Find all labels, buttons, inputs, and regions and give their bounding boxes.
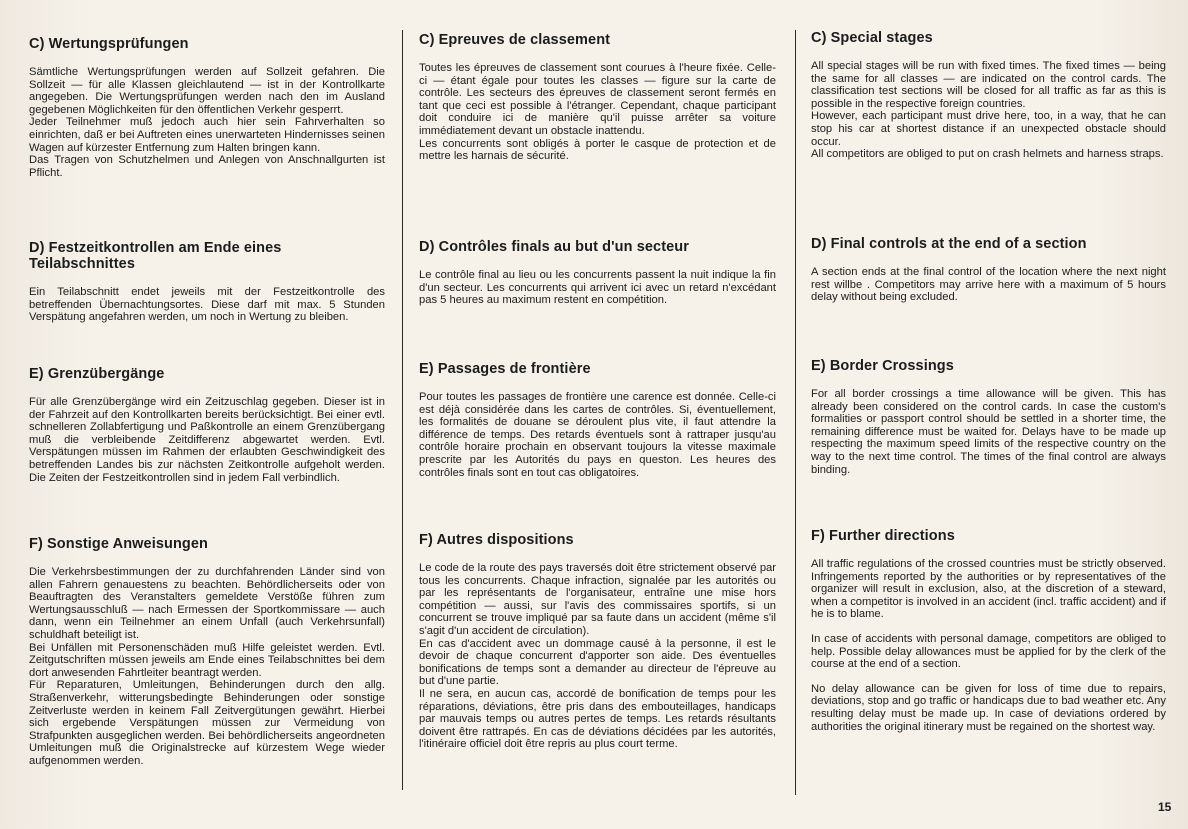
- paragraph: A section ends at the final control of the location where the next night rest willbe . Competitors may arrive here with a maximum of 5 hours delay without being excluded.: [811, 266, 1166, 304]
- section-d-de: [29, 240, 385, 324]
- section-heading: F) Autres dispositions: [419, 532, 574, 548]
- page-number: 15: [1158, 800, 1172, 814]
- section-heading: E) Passages de frontière: [419, 361, 591, 377]
- paragraph: Das Tragen von Schutzhelmen und Anlegen von Anschnallgurten ist Pflicht.: [29, 154, 385, 179]
- section-c-fr: [419, 32, 776, 163]
- paragraph: Pour toutes les passages de frontière une carence est donnée. Celle-ci est déjà considérée dans les cartes de contrôles. Si, éventuellement, les formalités de douane se déroulent plus vite, il faut attendre la différence de temps. Des retards éventuels sont à rattraper jusqu'au contrôle horaire prochain en observant toujours la vitesse maximale prescrite par les Autorités du pays en queston. Les heures des contrôles finals sont en tout cas obligatoires.: [419, 391, 776, 479]
- paragraph: For all border crossings a time allowance will be given. This has already been considered on the control cards. In case the custom's formalities or passport control should be settled in a shorter time, the remaining difference must be waited for. Delays have to be made up respecting the maximum speed limits of the respective country on the way to the next time control. The times of the final control are always binding.: [811, 388, 1166, 476]
- section-d-en: [811, 236, 1166, 304]
- section-heading: F) Further directions: [811, 528, 955, 544]
- paragraph: Für Reparaturen, Umleitungen, Behinderungen durch den allg. Straßenverkehr, witterungsbedingte Behinderungen oder sonstige Zeitverluste werden in keinem Fall Zeitvergütungen gewährt. Hierbei sich ergebende Verspätungen müssen zur Vermeidung von Strafpunkten ausgeglichen werden. Bei behördlicherseits angeordneten Umleitungen muß die Originalstrecke auf kürzestem Wege wieder aufgenommen werden.: [29, 679, 385, 767]
- paragraph: In case of accidents with personal damage, competitors are obliged to help. Possible delay allowances must be applied for by the clerk of the course at the end of a section.: [811, 632, 1166, 671]
- paragraph: Les concurrents sont obligés à porter le casque de protection et de mettre les harnais de sécurité.: [419, 137, 776, 163]
- section-heading: F) Sonstige Anweisungen: [29, 536, 208, 552]
- section-f-de: [29, 536, 385, 768]
- paragraph: All traffic regulations of the crossed countries must be strictly observed. Infringements reported by the authorities or by representatives of the organizer will result in exclusion, also, at the discretion of a steward, when a competitor is involved in an accident (incl. traffic accident) and if he is to blame.: [811, 558, 1166, 621]
- paragraph: Die Verkehrsbestimmungen der zu durchfahrenden Länder sind von allen Fahrern genauestens zu beachten. Behördlicherseits oder von Beauftragten des Veranstalters gemeldete Verstöße führen zum Wertungsausschluß — nach Ermessen der Sportkommissare — auch dann, wenn ein Teilnehmer an einem Unfall (auch Verkehrsunfall) schuldhaft beteiligt ist.: [29, 566, 385, 641]
- paragraph-gap: [811, 621, 1166, 633]
- section-heading: D) Final controls at the end of a section: [811, 236, 1087, 252]
- paragraph: Le contrôle final au lieu ou les concurrents passent la nuit indique la fin d'un secteur. Les concurrents qui arrivent ici avec un retard n'excédant pas 5 heures au maximum restent en compétition.: [419, 269, 776, 307]
- paragraph: Le code de la route des pays traversés doit être strictement observé par tous les concurrents. Chaque infraction, signalée par les autorités ou par les représentants de l'organisateur, entraîne une mise hors compétition — aussi, sur l'avis des commissaires sportifs, si un concurrent se trouve impliqué par sa faute dans un accident (même s'il s'agit d'un accident de circulation).: [419, 562, 776, 637]
- column-divider: [402, 30, 403, 790]
- section-e-fr: [419, 361, 776, 479]
- paragraph: Ein Teilabschnitt endet jeweils mit der Festzeitkontrolle des betreffenden Übernachtungsortes. Diese darf mit max. 5 Stunden Verspätung angefahren werden, um noch in Wertung zu bleiben.: [29, 286, 385, 324]
- section-f-fr: [419, 532, 776, 751]
- paragraph: No delay allowance can be given for loss of time due to repairs, deviations, stop and go traffic or handicaps due to bad weather etc. Any resulting delay must be made up. In case of deviations ordered by authorities the original itinerary must be regained on the shortest way.: [811, 682, 1166, 733]
- section-heading: D) Festzeitkontrollen am Ende eines Teilabschnittes: [29, 240, 282, 272]
- section-f-en: [811, 528, 1166, 733]
- column-divider: [795, 30, 796, 795]
- paragraph: All competitors are obliged to put on crash helmets and harness straps.: [811, 148, 1164, 161]
- paragraph: However, each participant must drive here, too, in a way, that he can stop his car at shortest distance if an unexpected obstacle should occur.: [811, 110, 1166, 148]
- paragraph: Toutes les épreuves de classement sont courues à l'heure fixée. Celle-ci — étant égale pour toutes les classes — figure sur la carte de contrôle. Les secteurs des épreuves de classement seront fermés en tant que ceci est possible à l'étranger. Cependant, chaque participant doit conduire ici de manière qu'il puisse arrêter sa voiture immédiatement devant un obstacle inattendu.: [419, 62, 776, 137]
- section-heading: D) Contrôles finals au but d'un secteur: [419, 239, 689, 255]
- section-heading: C) Epreuves de classement: [419, 32, 611, 48]
- paragraph-gap: [811, 671, 1166, 683]
- section-c-en: [811, 30, 1166, 161]
- section-e-de: [29, 366, 385, 484]
- section-d-fr: [419, 239, 776, 307]
- section-c-de: [29, 36, 385, 179]
- section-heading: E) Grenzübergänge: [29, 366, 165, 382]
- paragraph: Bei Unfällen mit Personenschäden muß Hilfe geleistet werden. Evtl. Zeitgutschriften müssen jeweils am Ende eines Teilabschnittes bei dem dort anwesenden Fahrtleiter beantragt werden.: [29, 641, 385, 679]
- section-heading: E) Border Crossings: [811, 358, 954, 374]
- paragraph: Für alle Grenzübergänge wird ein Zeitzuschlag gegeben. Dieser ist in der Fahrzeit auf den Kontrollkarten bereits berücksichtigt. Bei einer evtl. schnelleren Zollabfertigung und Paßkontrolle an einem Grenzübergang muß die verbleibende Zeitdifferenz abgewartet werden. Evtl. Verspätungen müssen im Rahmen der erlaubten Geschwindigkeit des betreffenden Landes bis zur nächsten Zeitkontrolle aufgeholt werden. Die Zeiten der Festzeitkontrollen sind in jedem Fall verbindlich.: [29, 396, 385, 484]
- paragraph: Jeder Teilnehmer muß jedoch auch hier sein Fahrverhalten so einrichten, daß er bei Auftreten eines unerwarteten Hindernisses seinen Wagen auf kürzester Entfernung zum Halten bringen kann.: [29, 116, 385, 154]
- section-heading: C) Wertungsprüfungen: [29, 36, 189, 52]
- section-heading: C) Special stages: [811, 30, 933, 46]
- paragraph: En cas d'accident avec un dommage causé à la personne, il est le devoir de chaque concurrent d'apporter son aide. Des éventuelles bonifications de temps sont a demander au directeur de l'épreuve au but d'une partie.: [419, 637, 776, 688]
- section-e-en: [811, 358, 1166, 476]
- paragraph: All special stages will be run with fixed times. The fixed times — being the same for all classes — are indicated on the control cards. The classification test sections will be closed for all traffic as far as this is possible in the respective foreign countries.: [811, 60, 1166, 110]
- paragraph: Sämtliche Wertungsprüfungen werden auf Sollzeit gefahren. Die Sollzeit — für alle Klassen gleichlautend — ist in der Kontrollkarte angegeben. Die Wertungsprüfungen werden nach den im Ausland gegebenen Möglichkeiten für den öffentlichen Verkehr gesperrt.: [29, 66, 385, 116]
- paragraph: Il ne sera, en aucun cas, accordé de bonification de temps pour les réparations, déviations, être pris dans des embouteillages, handicaps par mauvais temps ou autres pertes de temps. Les retards résultants doivent être rattrapés. En cas de déviations décidées par les autorités, l'itinéraire officiel doit être repris au plus court terme.: [419, 687, 776, 751]
